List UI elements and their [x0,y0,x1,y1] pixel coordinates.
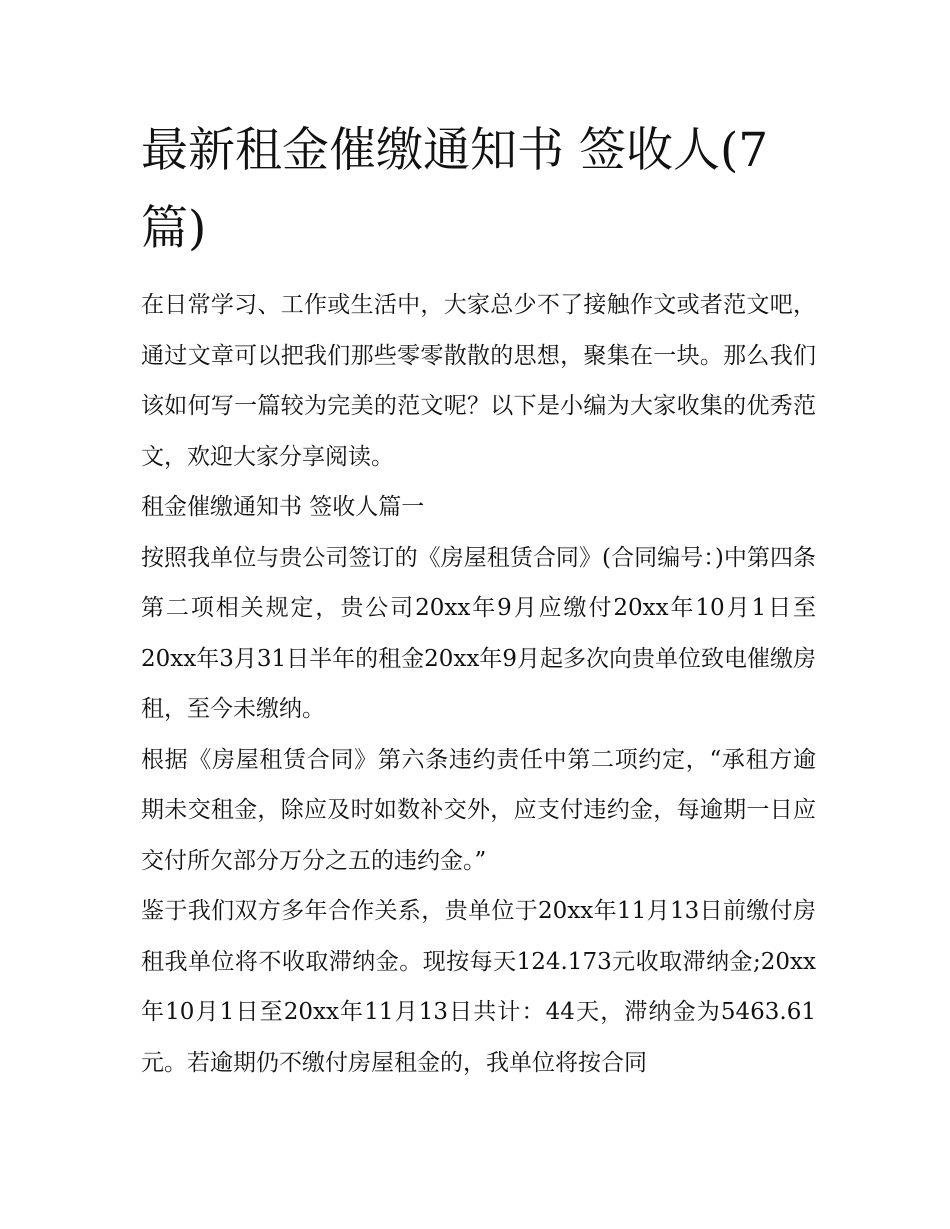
body-paragraph: 按照我单位与贵公司签订的《房屋租赁合同》(合同编号：)中第四条第二项相关规定，贵公司20xx年9月应缴付20xx年10月1日至20xx年3月31日半年的租金20xx年9月起多次向贵单位致电催缴房租，至今未缴纳。 [141,544,816,722]
body-paragraph: 根据《房屋租赁合同》第六条违约责任中第二项约定，“承租方逾期未交租金，除应及时如数补交外，应支付违约金，每逾期一日应交付所欠部分万分之五的违约金。” [141,746,816,874]
document-title: 最新租金催缴通知书 签收人(7篇) [141,123,769,256]
section-heading: 租金催缴通知书 签收人篇一 [141,494,425,520]
body-paragraph: 鉴于我们双方多年合作关系，贵单位于20xx年11月13日前缴付房租我单位将不收取滞纳金。现按每天124.173元收取滞纳金;20xx年10月1日至20xx年11月13日共计：44天，滞纳金为5463.61元。若逾期仍不缴付房屋租金的，我单位将按合同 [141,898,816,1076]
document-body [141,280,816,1088]
intro-paragraph: 在日常学习、工作或生活中，大家总少不了接触作文或者范文吧，通过文章可以把我们那些零零散散的思想，聚集在一块。那么我们该如何写一篇较为完美的范文呢？以下是小编为大家收集的优秀范文，欢迎大家分享阅读。 [141,292,816,470]
